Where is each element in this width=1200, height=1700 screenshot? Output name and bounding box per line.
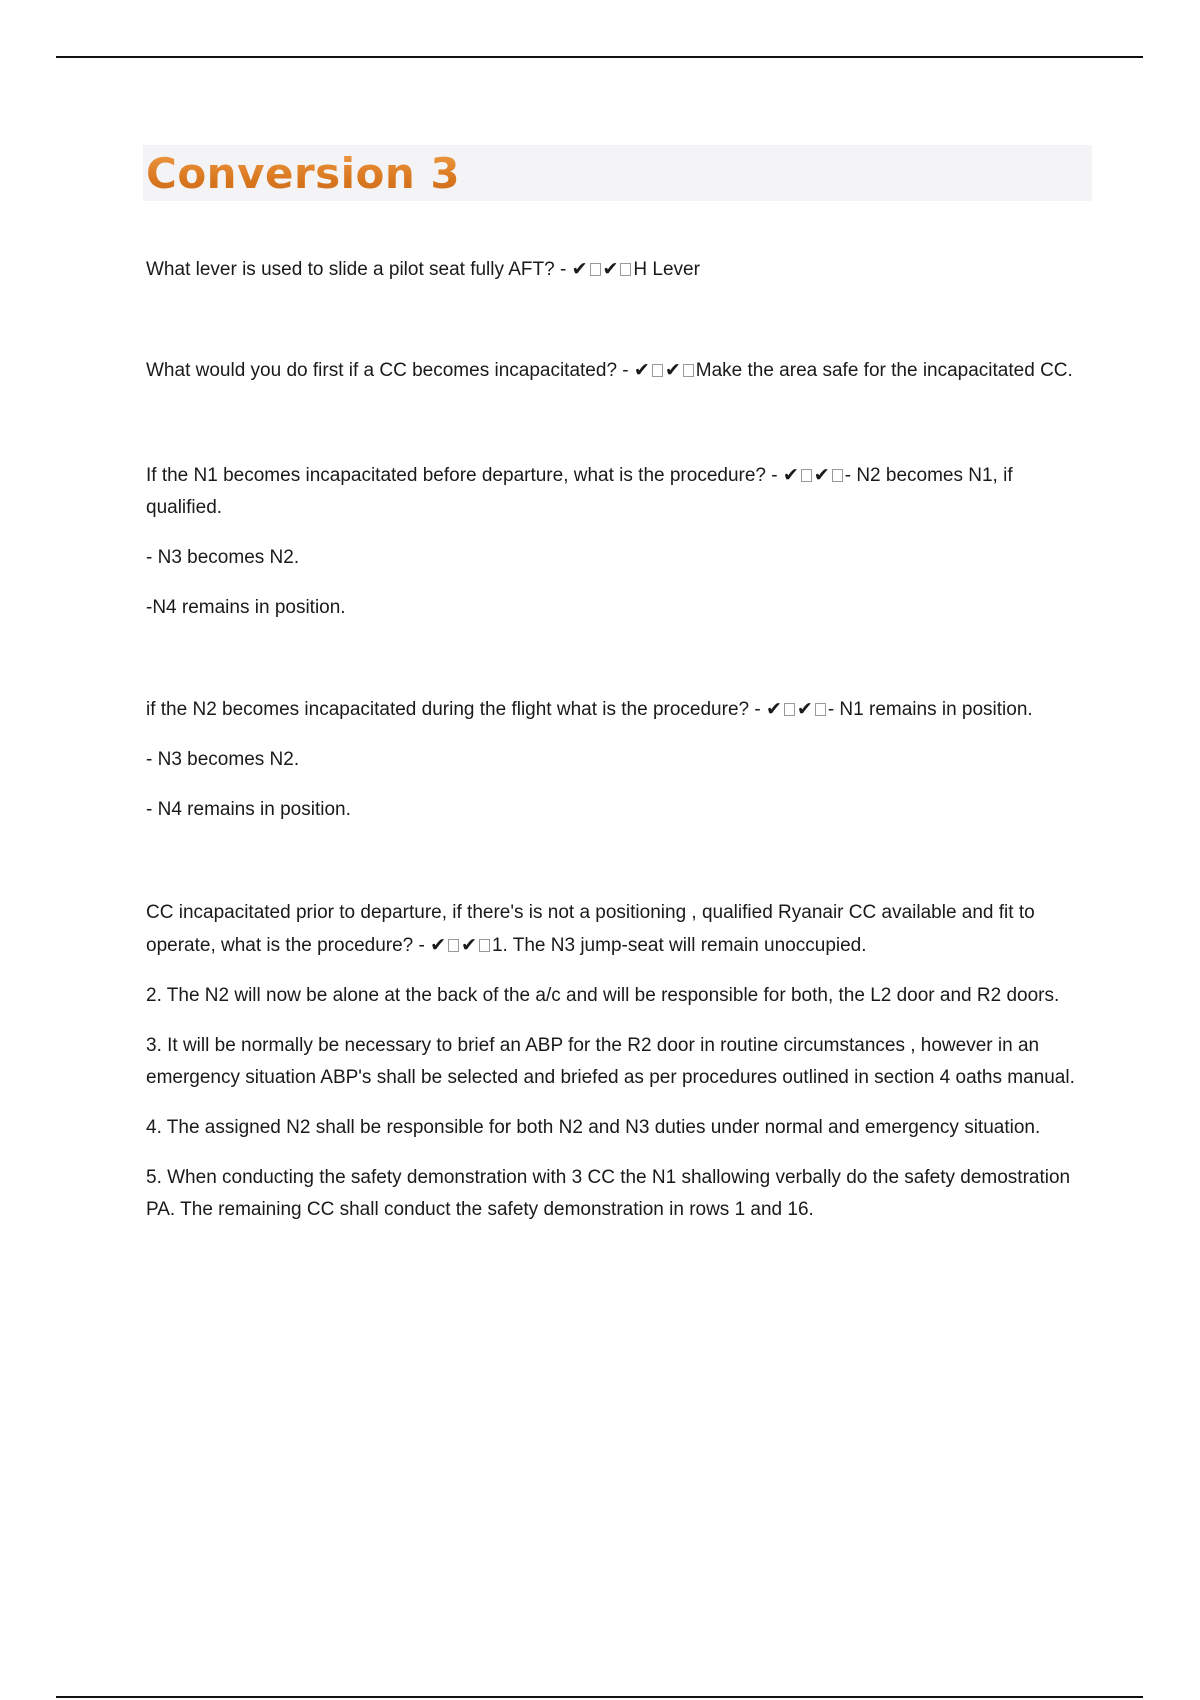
box-icon: [448, 939, 459, 952]
box-icon: [801, 469, 812, 482]
question-text: If the N1 becomes incapacitated before departure, what is the procedure? -: [146, 465, 778, 486]
answer-text: - N2 becomes N1, if qualified.: [146, 465, 1013, 518]
box-icon: [832, 469, 843, 482]
check-icon: ✔: [664, 359, 681, 381]
question-text: CC incapacitated prior to departure, if there's is not a positioning , qualified Ryanair CC available and fit to operate, what is the procedure? -: [146, 902, 1035, 956]
box-icon: [479, 939, 490, 952]
box-icon: [590, 263, 601, 276]
answer-line: 3. It will be normally be necessary to brief an ABP for the R2 door in routine circumstances , however in an emergency situation ABP's shall be selected and briefed as per procedures outlined in section 4 oaths manual.: [146, 1035, 1075, 1088]
qa-paragraph: [146, 693, 1091, 726]
answer-line: 4. The assigned N2 shall be responsible for both N2 and N3 duties under normal and emergency situation.: [146, 1117, 1041, 1138]
answer-line: - N3 becomes N2.: [146, 749, 300, 770]
header-rule: [56, 56, 1143, 58]
check-icon: ✔: [571, 258, 588, 280]
qa-item: [146, 897, 1091, 1226]
qa-item: [146, 253, 1091, 286]
footer-rule: [56, 1696, 1143, 1698]
check-icon: ✔: [782, 464, 799, 486]
question-text: What lever is used to slide a pilot seat fully AFT? -: [146, 259, 567, 280]
box-icon: [652, 364, 663, 377]
answer-text: 1. The N3 jump-seat will remain unoccupied.: [491, 935, 867, 956]
check-icon: ✔: [796, 698, 813, 720]
qa-paragraph: [146, 897, 1091, 962]
check-icon: ✔: [765, 698, 782, 720]
check-icon: ✔: [633, 359, 650, 381]
answer-text: Make the area safe for the incapacitated CC.: [695, 360, 1073, 381]
answer-line: - N3 becomes N2.: [146, 547, 300, 568]
box-icon: [784, 703, 795, 716]
check-icon: ✔: [813, 464, 830, 486]
answer-line: - N4 remains in position.: [146, 799, 351, 820]
answer-line: -N4 remains in position.: [146, 597, 346, 618]
question-text: if the N2 becomes incapacitated during the flight what is the procedure? -: [146, 699, 761, 720]
check-icon: ✔: [602, 258, 619, 280]
qa-item: [146, 693, 1091, 826]
qa-item: [146, 354, 1091, 387]
check-icon: ✔: [461, 934, 477, 956]
answer-text: H Lever: [633, 259, 700, 280]
check-icon: ✔: [430, 934, 447, 956]
qa-paragraph: [146, 253, 1091, 286]
answer-text: - N1 remains in position.: [827, 699, 1033, 720]
question-text: What would you do first if a CC becomes incapacitated? -: [146, 360, 629, 381]
box-icon: [620, 263, 631, 276]
qa-paragraph: [146, 354, 1091, 387]
qa-item: [146, 459, 1091, 624]
box-icon: [683, 364, 694, 377]
answer-line: 2. The N2 will now be alone at the back of the a/c and will be responsible for both, the L2 door and R2 doors.: [146, 985, 1060, 1006]
qa-paragraph: [146, 459, 1091, 524]
page-title: Conversion 3: [146, 146, 460, 202]
box-icon: [815, 703, 826, 716]
document-body: [146, 253, 1091, 1226]
answer-line: 5. When conducting the safety demonstration with 3 CC the N1 shallowing verbally do the safety demostration PA. The remaining CC shall conduct the safety demonstration in rows 1 and 16.: [146, 1167, 1071, 1220]
